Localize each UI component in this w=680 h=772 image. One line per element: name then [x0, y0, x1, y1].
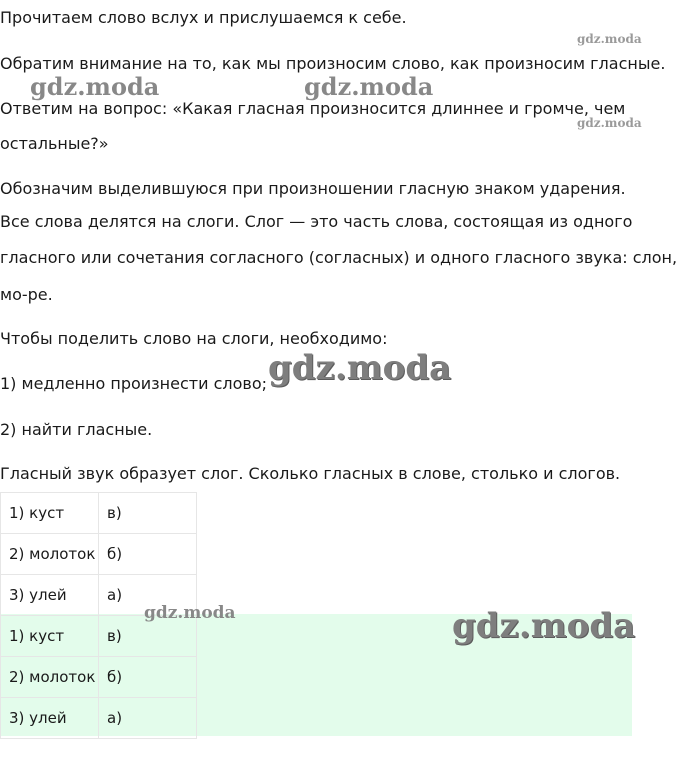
- watermark-logo: gdz.moda: [144, 603, 236, 623]
- watermark-logo: gdz.moda: [304, 72, 434, 101]
- text-line-3: Ответим на вопрос: «Какая гласная произносится длиннее и громче, чем: [0, 99, 626, 118]
- watermark-logo: gdz.moda: [30, 72, 160, 101]
- text-line-10: 1) медленно произнести слово;: [0, 374, 267, 393]
- text-line-9: Чтобы поделить слово на слоги, необходимо:: [0, 329, 388, 348]
- watermark-logo: gdz.moda: [268, 348, 452, 388]
- text-line-2: Обратим внимание на то, как мы произносим слово, как произносим гласные.: [0, 54, 666, 73]
- table-cell-answer: а): [99, 575, 197, 616]
- table-row: [1, 657, 197, 698]
- table-cell-word: 1) куст: [1, 493, 99, 534]
- watermark-logo: gdz.moda: [577, 116, 642, 130]
- text-line-6: Все слова делятся на слоги. Слог — это часть слова, состоящая из одного: [0, 212, 633, 231]
- table-row: [1, 493, 197, 534]
- watermark-logo: gdz.moda: [452, 606, 636, 646]
- table-row: [1, 534, 197, 575]
- text-line-8: мо-ре.: [0, 285, 53, 304]
- table-cell-answer: б): [99, 534, 197, 575]
- table-cell-word: 2) молоток: [1, 534, 99, 575]
- table-cell-word: 2) молоток: [1, 657, 99, 698]
- table-cell-answer: а): [99, 698, 197, 739]
- table-cell-word: 3) улей: [1, 698, 99, 739]
- text-line-5: Обозначим выделившуюся при произношении гласную знаком ударения.: [0, 179, 626, 198]
- table-cell-answer: в): [99, 493, 197, 534]
- watermark-logo: gdz.moda: [577, 32, 642, 46]
- table-cell-answer: б): [99, 657, 197, 698]
- text-line-11: 2) найти гласные.: [0, 420, 153, 439]
- table-cell-word: 1) куст: [1, 616, 99, 657]
- table-row: [1, 698, 197, 739]
- text-line-1: Прочитаем слово вслух и прислушаемся к себе.: [0, 8, 407, 27]
- text-line-12: Гласный звук образует слог. Сколько гласных в слове, столько и слогов.: [0, 464, 621, 483]
- table-cell-answer: в): [99, 616, 197, 657]
- text-line-4: остальные?»: [0, 134, 109, 153]
- text-line-7: гласного или сочетания согласного (согласных) и одного гласного звука: слон,: [0, 248, 678, 267]
- table-cell-word: 3) улей: [1, 575, 99, 616]
